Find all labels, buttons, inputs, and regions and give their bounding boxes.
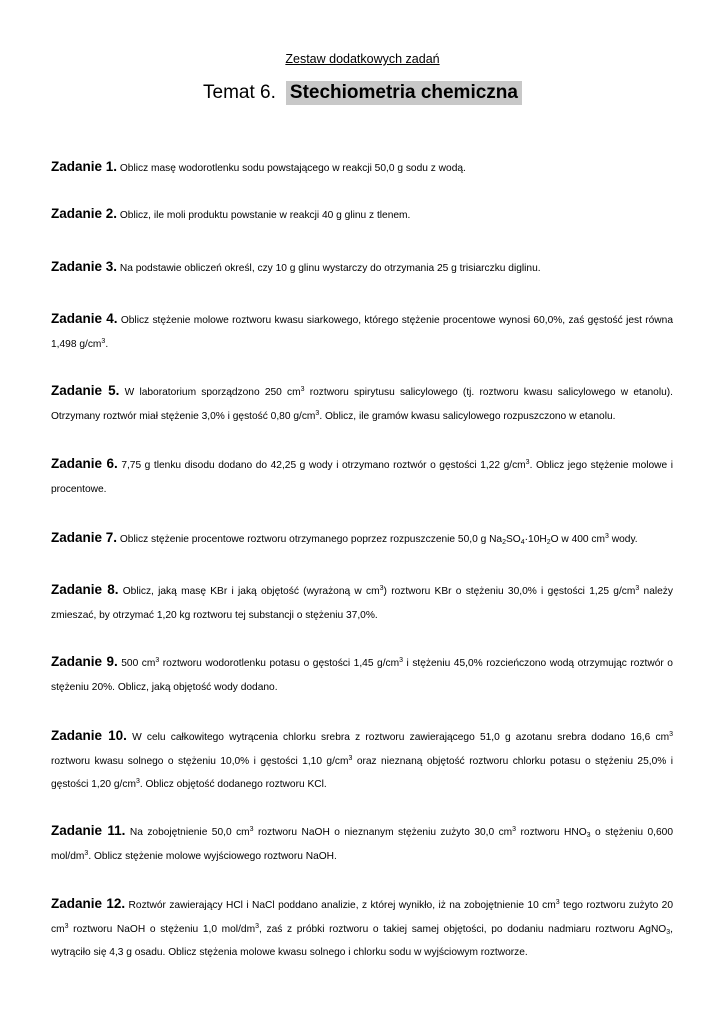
task-label: Zadanie 4.	[51, 311, 118, 326]
task-label: Zadanie 8.	[51, 582, 119, 597]
task-5: Zadanie 5. W laboratorium sporządzono 250 $cm^3$ roztworu spirytusu salicylowego (tj. roztworu kwasu salicylowego w etanolu). Otrzymany roztwór miał stężenie 3,0% i gęstość 0,80 $g/cm^3$. Oblicz, ile gramów kwasu salicylowego rozpuszczono w etanolu.	[51, 383, 673, 422]
task-label: Zadanie 12.	[51, 896, 126, 911]
task-9: Zadanie 9. 500 $cm^3$ roztworu wodorotlenku potasu o gęstości 1,45 $g/cm^3$ i stężeniu 45,0% rozcieńczono wodą otrzymując roztwór o stężeniu 20%. Oblicz, jaką objętość wody dodano.	[51, 654, 673, 693]
title-topic: Stechiometria chemiczna	[286, 81, 522, 105]
task-10: Zadanie 10. W celu całkowitego wytrącenia chlorku srebra z roztworu zawierającego 51,0 g azotanu srebra dodano 16,6 $cm^3$ roztworu kwasu solnego o stężeniu 10,0% i gęstości 1,10 $g/cm^3$ oraz nieznaną objętość roztworu chlorku potasu o stężeniu 25,0% i gęstości 1,20 $g/cm^3$. Oblicz objętość dodanego roztworu KCl.	[51, 728, 673, 790]
task-12: Zadanie 12. Roztwór zawierający HCl i NaCl poddano analizie, z której wynikło, iż na zobojętnienie 10 $cm^3$ tego roztworu zużyto 20 $cm^3$ roztworu NaOH o stężeniu 1,0 mol/$dm^3$, zaś z próbki roztworu o takiej samej objętości, po dodaniu nadmiaru roztworu AgNO$_3$, wytrąciło się 4,3 g osadu. Oblicz stężenia molowe kwasu solnego i chlorku sodu w wyjściowym roztworze.	[51, 896, 673, 958]
task-1: Zadanie 1. Oblicz masę wodorotlenku sodu powstającego w reakcji 50,0 g sodu z wodą.	[51, 159, 466, 174]
task-11: Zadanie 11. Na zobojętnienie 50,0 $cm^3$ roztworu NaOH o nieznanym stężeniu zużyto 30,0 $cm^3$ roztworu $HNO_3$ o stężeniu 0,600 mol/$dm^3$. Oblicz stężenie molowe wyjściowego roztworu NaOH.	[51, 823, 673, 862]
task-label: Zadanie 7.	[51, 530, 118, 545]
task-8: Zadanie 8. Oblicz, jaką masę KBr i jaką objętość (wyrażoną w $cm^3$) roztworu KBr o stężeniu 30,0% i gęstości 1,25 $g/cm^3$ należy zmieszać, by otrzymać 1,20 kg roztworu tej substancji o stężeniu 37,0%.	[51, 582, 673, 621]
task-4: Zadanie 4. Oblicz stężenie molowe roztworu kwasu siarkowego, którego stężenie procentowe wynosi 60,0%, zaś gęstość jest równa 1,498 $g/cm^3$.	[51, 311, 673, 350]
document-title	[0, 82, 725, 104]
task-label: Zadanie 11.	[51, 823, 126, 838]
task-label: Zadanie 9.	[51, 654, 118, 669]
task-label: Zadanie 2.	[51, 206, 118, 221]
document-subtitle: Zestaw dodatkowych zadań	[285, 52, 440, 66]
title-prefix: Temat 6.	[203, 82, 276, 103]
task-label: Zadanie 5.	[51, 383, 120, 398]
task-label: Zadanie 3.	[51, 259, 118, 274]
task-label: Zadanie 6.	[51, 456, 118, 471]
task-7: Zadanie 7. Oblicz stężenie procentowe roztworu otrzymanego poprzez rozpuszczenie 50,0 g $Na_2SO_4\cdot 10H_2O$ w 400 $cm^3$ wody.	[51, 530, 638, 546]
task-label: Zadanie 1.	[51, 159, 118, 174]
task-label: Zadanie 10.	[51, 728, 127, 743]
task-2: Zadanie 2. Oblicz, ile moli produktu powstanie w reakcji 40 g glinu z tlenem.	[51, 206, 411, 221]
task-3: Zadanie 3. Na podstawie obliczeń określ, czy 10 g glinu wystarczy do otrzymania 25 g trisiarczku diglinu.	[51, 259, 541, 274]
task-6: Zadanie 6. 7,75 g tlenku disodu dodano do 42,25 g wody i otrzymano roztwór o gęstości 1,22 $g/cm^3$. Oblicz jego stężenie molowe i procentowe.	[51, 456, 674, 495]
